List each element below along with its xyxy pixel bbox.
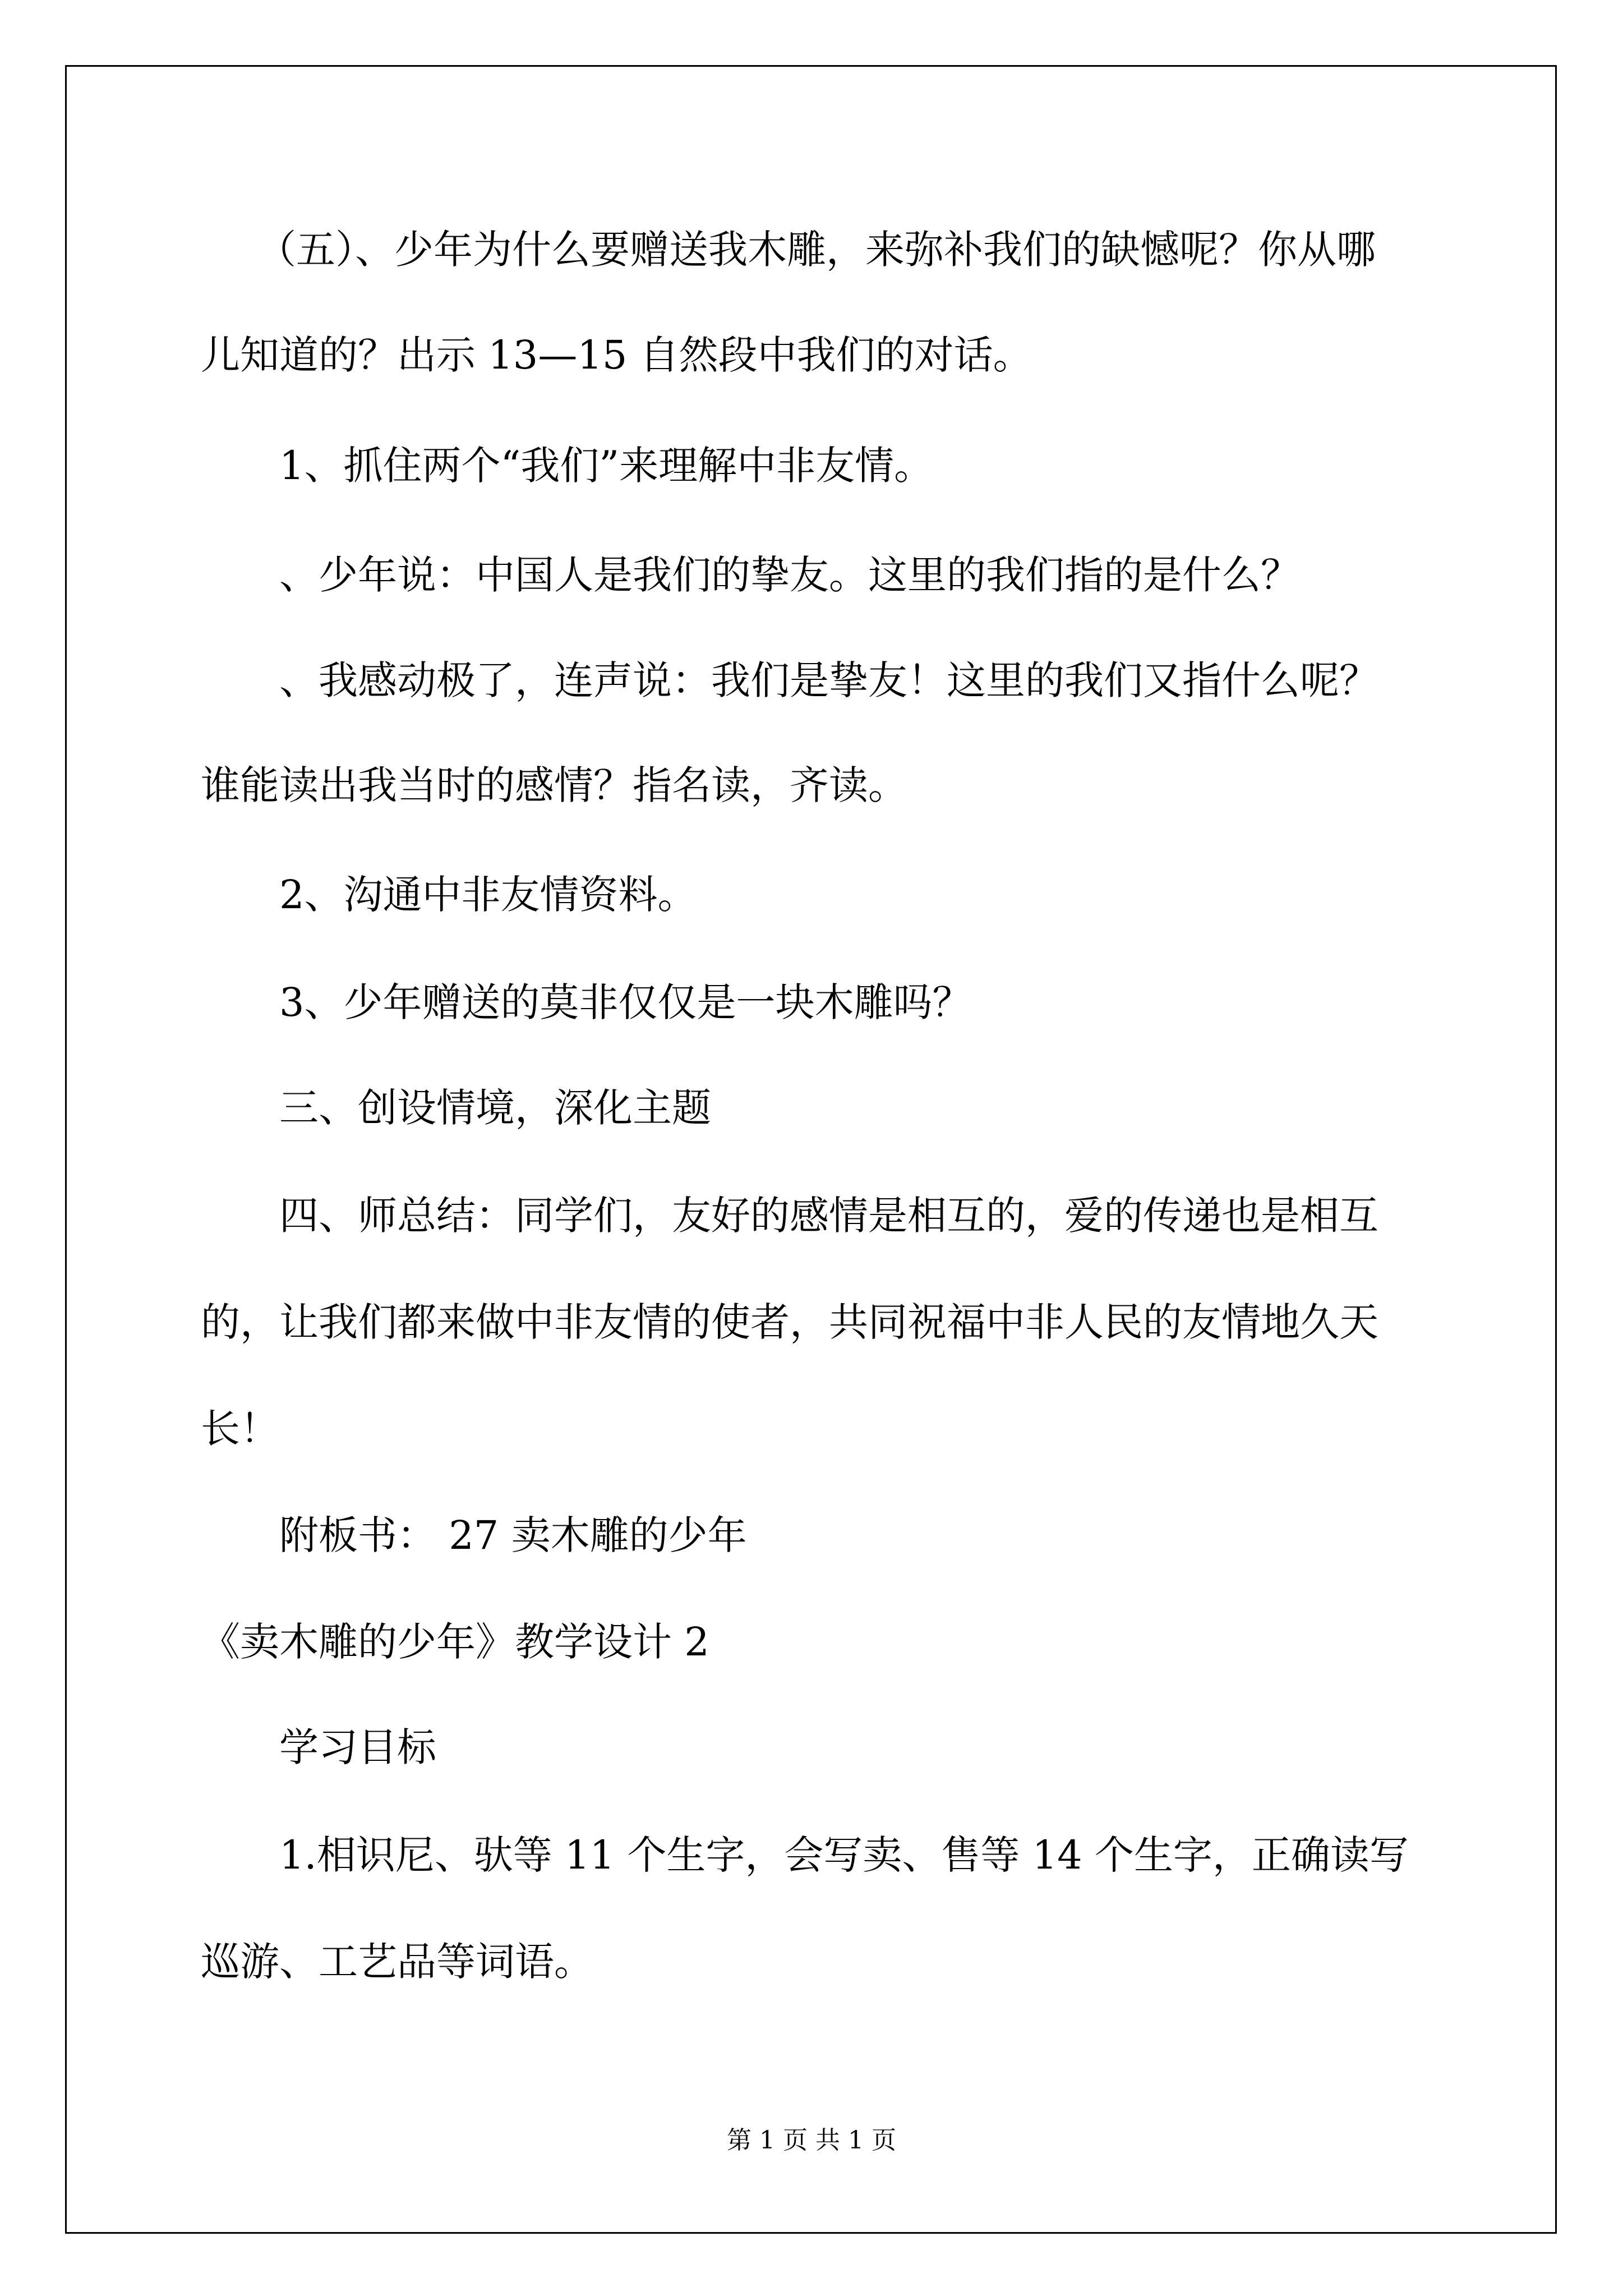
- paragraph-line: 学习目标: [279, 1724, 436, 1770]
- paragraph-line: 1、抓住两个“我们”来理解中非友情。: [279, 443, 934, 489]
- paragraph-line: 长！: [201, 1406, 279, 1452]
- paragraph-line: 巡游、工艺品等词语。: [201, 1939, 593, 1985]
- page-frame: [65, 65, 1557, 2234]
- paragraph-line: 三、创设情境，深化主题: [279, 1085, 711, 1131]
- section-heading: 《卖木雕的少年》教学设计 2: [201, 1619, 709, 1665]
- paragraph-line: （五）、少年为什么要赠送我木雕，来弥补我们的缺憾呢？你从哪: [257, 227, 1376, 273]
- paragraph-line: 谁能读出我当时的感情？指名读，齐读。: [201, 762, 907, 808]
- page-footer: 第 1 页 共 1 页: [727, 2126, 896, 2155]
- paragraph-line: 、少年说：中国人是我们的挚友。这里的我们指的是什么？: [279, 552, 1300, 598]
- paragraph-line: 、我感动极了，连声说：我们是挚友！这里的我们又指什么呢？: [279, 657, 1378, 703]
- paragraph-line: 2、沟通中非友情资料。: [279, 872, 697, 918]
- paragraph-line: 3、少年赠送的莫非仅仅是一块木雕吗？: [279, 979, 972, 1025]
- paragraph-line: 儿知道的？出示 13—15 自然段中我们的对话。: [201, 332, 1032, 378]
- paragraph-line: 四、师总结：同学们，友好的感情是相互的，爱的传递也是相互: [279, 1193, 1378, 1239]
- paragraph-line: 1.相识尼、驮等 11 个生字，会写卖、售等 14 个生字，正确读写: [279, 1832, 1409, 1878]
- paragraph-line: 附板书： 27 卖木雕的少年: [279, 1512, 747, 1558]
- paragraph-line: 的，让我们都来做中非友情的使者，共同祝福中非人民的友情地久天: [201, 1299, 1378, 1345]
